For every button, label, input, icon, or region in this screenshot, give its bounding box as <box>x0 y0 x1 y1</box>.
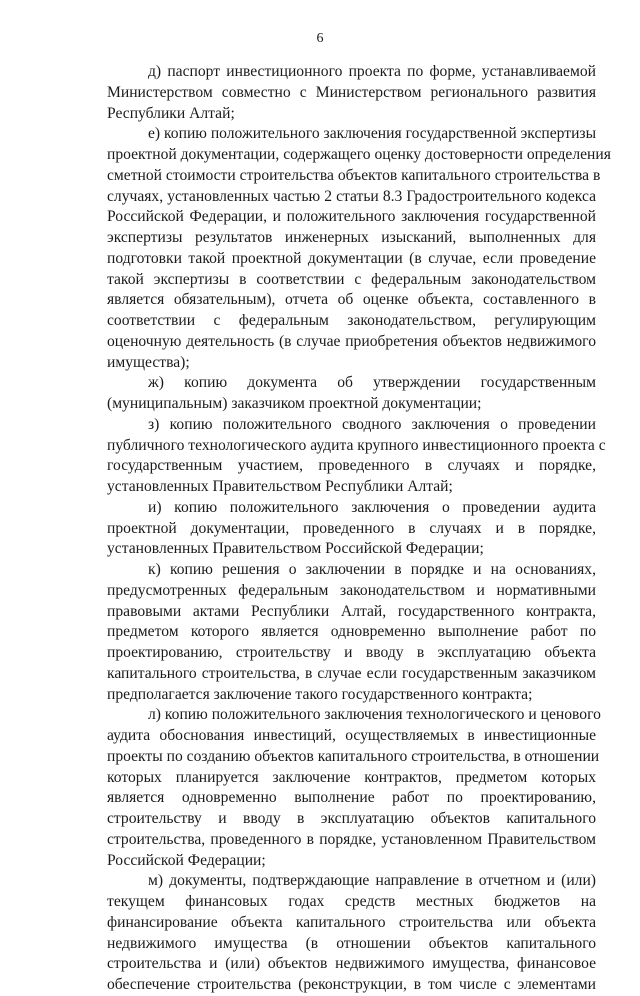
text-line: предполагается заключение такого государственного контракта; <box>107 685 533 703</box>
text-line: имущества); <box>107 353 190 371</box>
text-line: проектной документации, проведенного в случаях и в порядке, <box>107 519 596 537</box>
text-line: финансирование объекта капитального строительства или объекта <box>107 913 596 931</box>
paragraph-k <box>107 560 596 705</box>
text-line: которых планируется заключение контрактов, предметом которых <box>107 768 596 786</box>
text-line: строительства, проведенного в порядке, установленном Правительством <box>107 830 596 848</box>
text-line: проектированию, строительству и вводу в эксплуатацию объекта <box>107 644 596 661</box>
text-line: строительства и (или) объектов недвижимого имущества, финансовое <box>107 955 596 973</box>
text-line: обеспечение строительства (реконструкции, в том числе с элементами <box>107 976 596 993</box>
text-line: экспертизы результатов инженерных изысканий, выполненных для <box>107 229 596 246</box>
text-line: соответствии с федеральным законодательством, регулирующим <box>107 312 596 329</box>
text-line: аудита обоснования инвестиций, осуществляемых в инвестиционные <box>107 727 596 744</box>
text-line: недвижимого имущества (в отношении объектов капитального <box>107 934 596 952</box>
page-number: 6 <box>316 31 324 46</box>
paragraph-l <box>107 705 601 871</box>
document-body <box>107 62 611 996</box>
text-line: проекты по созданию объектов капитального строительства, в отношении <box>107 747 600 765</box>
text-line: правовыми актами Республики Алтай, государственного контракта, <box>107 602 596 620</box>
text-line: (муниципальным) заказчиком проектной документации; <box>107 395 482 412</box>
text-line: д) паспорт инвестиционного проекта по форме, устанавливаемой <box>148 63 596 80</box>
text-line: предусмотренных федеральным законодательством и нормативными <box>107 581 596 599</box>
paragraph-m <box>107 871 596 996</box>
paragraph-d <box>107 62 596 124</box>
text-line: проектной документации, содержащего оценку достоверности определения <box>107 146 611 163</box>
text-line: установленных Правительством Республики Алтай; <box>107 478 453 495</box>
text-line: предметом которого является одновременно выполнение работ по <box>107 623 596 641</box>
text-line: оценочную деятельность (в случае приобретения объектов недвижимого <box>107 332 596 350</box>
text-line: текущем финансовых годах средств местных бюджетов на <box>107 893 596 910</box>
text-line: и) копию положительного заключения о проведении аудита <box>148 498 596 516</box>
text-line: з) копию положительного сводного заключения о проведении <box>148 415 596 433</box>
text-line: установленных Правительством Российской Федерации; <box>107 540 484 558</box>
text-line: Российской Федерации; <box>107 851 266 869</box>
text-line: такой экспертизы в соответствии с федеральным законодательством <box>107 270 596 288</box>
text-line: капитального строительства, в случае если государственным заказчиком <box>107 664 596 682</box>
text-line: Российской Федерации, и положительного заключения государственной <box>107 208 596 226</box>
text-line: к) копию решения о заключении в порядке и на основаниях, <box>148 561 596 578</box>
text-line: публичного технологического аудита крупного инвестиционного проекта с <box>107 436 606 454</box>
text-line: сметной стоимости строительства объектов капитального строительства в <box>107 166 601 184</box>
text-line: е) копию положительного заключения государственной экспертизы <box>148 125 597 143</box>
text-line: м) документы, подтверждающие направление в отчетном и (или) <box>148 872 596 890</box>
text-line: ж) копию документа об утверждении государственным <box>148 374 596 392</box>
text-line: является обязательным), отчета об оценке объекта, составленного в <box>107 291 596 309</box>
text-line: Республики Алтай; <box>107 104 235 122</box>
text-line: строительству и вводу в эксплуатацию объектов капитального <box>107 810 596 827</box>
text-line: является одновременно выполнение работ по проектированию, <box>107 789 596 807</box>
text-line: Министерством совместно с Министерством регионального развития <box>107 83 596 101</box>
text-line: государственным участием, проведенного в случаях и порядке, <box>107 457 596 475</box>
paragraph-i <box>107 498 596 560</box>
paragraph-zh <box>107 373 596 415</box>
text-line: случаях, установленных частью 2 статьи 8.3 Градостроительного кодекса <box>107 187 596 205</box>
text-line: л) копию положительного заключения технологического и ценового <box>148 706 601 724</box>
paragraph-e <box>107 124 611 373</box>
text-line: подготовки такой проектной документации (в случае, если проведение <box>107 249 596 267</box>
paragraph-z <box>107 415 606 498</box>
